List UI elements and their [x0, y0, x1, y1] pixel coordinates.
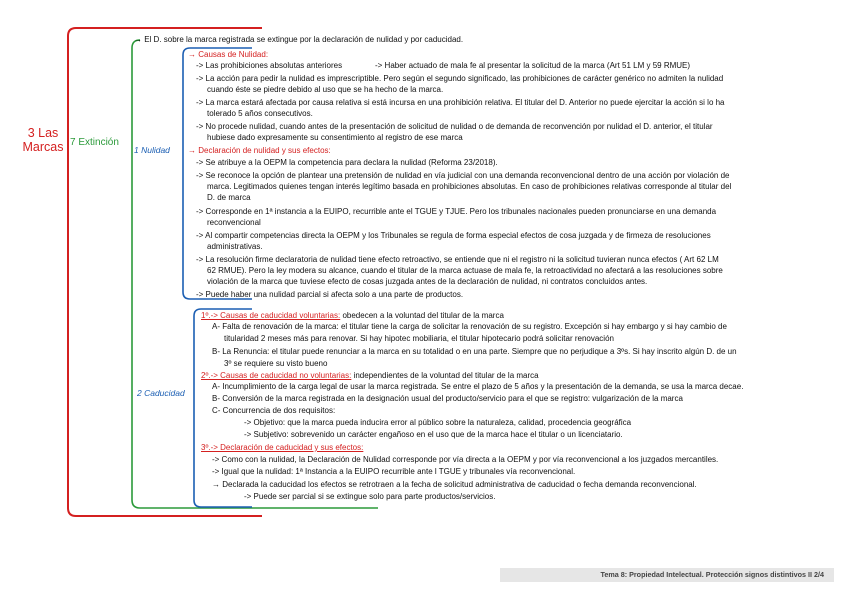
- cad-s1-a1: A- Falta de renovación de la marca: el titular tiene la carga de solicitar la renovación de su registro. Excepción si hay embargo y si hay cambio de: [212, 322, 727, 331]
- page-footer: Tema 8: Propiedad Intelectual. Protección signos distintivos II 2/4: [500, 568, 834, 582]
- title-las-marcas: 3 Las Marcas: [22, 126, 64, 154]
- decl-5b: 62 RMUE). Pero la ley modera su alcance, cuando el titular de la marca actuase de mala fe, la retroactividad no afectará a las resoluciones sobre: [207, 266, 723, 275]
- causa-1a: -> Las prohibiciones absolutas anteriores: [196, 61, 343, 70]
- cad-s2-c: C- Concurrencia de dos requisitos:: [212, 406, 336, 415]
- declaracion-nulidad-heading: → Declaración de nulidad y sus efectos:: [188, 146, 331, 155]
- caducidad-s1-heading: 1º.-> Causas de caducidad voluntarias:: [201, 311, 341, 320]
- decl-3b: reconvencional: [207, 218, 261, 227]
- cad-s3-4: -> Puede ser parcial si se extingue solo para parte productos/servicios.: [244, 492, 496, 501]
- causa-4a: -> No procede nulidad, cuando antes de la presentación de solicitud de nulidad o de demanda de reconvención por nulidad el D. anterior, el titular: [196, 122, 713, 131]
- causas-nulidad-heading: → Causas de Nulidad:: [188, 50, 269, 59]
- title-nulidad: 1 Nulidad: [134, 145, 170, 155]
- causa-1b: -> Haber actuado de mala fe al presentar la solicitud de la marca (Art 51 LM y 59 RMUE): [375, 61, 691, 70]
- caducidad-s3-heading: 3º.-> Declaración de caducidad y sus efectos:: [201, 443, 364, 452]
- cad-s2-subjetivo: -> Subjetivo: sobrevenido un carácter engañoso en el uso que de la marca hace el titular o un licenciatario.: [244, 430, 623, 439]
- causa-3a: -> La marca estará afectada por causa relativa si está incursa en una prohibición relativa. El titular del D. Anterior no puede ejercitar la acción si lo ha: [196, 98, 725, 107]
- caducidad-s2-desc: independientes de la voluntad del titular de la marca: [351, 371, 539, 380]
- cad-s2-objetivo: -> Objetivo: que la marca pueda inducira error al público sobre la naturaleza, calidad, procedencia geográfica: [244, 418, 632, 427]
- cad-s1-b1: B- La Renuncia: el titular puede renunciar a la marca en su totalidad o en una parte. Siempre que no perjudique a 3ºs. Si hay inscrito algún D. de un: [212, 347, 737, 356]
- cad-s3-3: → Declarada la caducidad los efectos se retrotraen a la fecha de solicitud administrativa de caducidad o fecha demanda reconvencional.: [212, 480, 697, 489]
- decl-5c: violación de la marca que tuviese efecto de cosas juzgada antes de la declaración de nulidad, ni contratos concluidos antes.: [207, 277, 648, 286]
- caducidad-s2-heading: 2º.-> Causas de caducidad no voluntarias:: [201, 371, 352, 380]
- causa-3b: tolerado 5 años consecutivos.: [207, 109, 313, 118]
- decl-1: -> Se atribuye a la OEPM la competencia para declara la nulidad (Reforma 23/2018).: [196, 158, 498, 167]
- decl-3a: -> Corresponde en 1ª instancia a la EUIPO, recurrible ante el TGUE y TJUE. Pero los tribunales nacionales pueden pronunciarse en una demanda: [196, 207, 717, 216]
- decl-2b: marca. Legitimados quienes tengan interés legítimo basada en prohibiciones absolutas. En caso de prohibiciones relativas corresponde al titular del: [207, 182, 732, 191]
- decl-4a: -> Al compartir competencias directa la OEPM y los Tribunales se regula de forma especial efectos de cosa juzgada y de firmeza de resoluciones: [196, 231, 711, 240]
- title-extincion: 7 Extinción: [70, 137, 119, 148]
- decl-6: -> Puede haber una nulidad parcial si afecta solo a una parte de productos.: [196, 290, 464, 299]
- cad-s1-b2: 3º se requiere su visto bueno: [224, 359, 328, 368]
- title-caducidad: 2 Caducidad: [137, 388, 185, 398]
- cad-s3-2: -> Igual que la nulidad: 1ª Instancia a la EUIPO recurrible ante l TGUE y tribunales vía reconvencional.: [212, 467, 576, 476]
- cad-s2-a: A- Incumplimiento de la carga legal de usar la marca registrada. Se entre el plazo de 5 años y la presentación de la demanda, se usa la marca decae.: [212, 382, 744, 391]
- cad-s3-1: -> Como con la nulidad, la Declaración de Nulidad corresponde por vía directa a la OEPM y por vía reconvencional a los juzgados mercantiles.: [212, 455, 719, 464]
- decl-4b: administrativas.: [207, 242, 263, 251]
- decl-2c: D. de marca: [207, 193, 251, 202]
- decl-5a: -> La resolución firme declaratoria de nulidad tiene efecto retroactivo, se entiende que ni el registro ni la solicitud tuvieran nunca efectos ( Art 62 LM: [196, 255, 719, 264]
- cad-s2-b: B- Conversión de la marca registrada en la designación usual del producto/servicio para el que se registro: vulgarización de la marca: [212, 394, 683, 403]
- causa-2a: -> La acción para pedir la nulidad es imprescriptible. Pero según el segundo significado, las prohibiciones de carácter genérico no admiten la nulidad: [196, 74, 724, 83]
- causa-4b: hubiese dado expresamente su consentimiento al registro de ese marca: [207, 133, 463, 142]
- decl-2a: -> Se reconoce la opción de plantear una pretensión de nulidad en vía judicial con una demanda reconvencional dentro de una acción por violación de: [196, 171, 730, 180]
- intro-text: → El D. sobre la marca registrada se extingue por la declaración de nulidad y por caducidad.: [134, 35, 464, 44]
- cad-s1-a2: titularidad 2 meses más para renovar. Si hay hipotec mobiliaria, el titular hipotecario podrá solicitar renovación: [224, 334, 614, 343]
- causa-2b: cuando éste se piedre debido al uso que se ha hecho de la marca.: [207, 85, 444, 94]
- caducidad-s1-desc: obedecen a la voluntad del titular de la marca: [340, 311, 504, 320]
